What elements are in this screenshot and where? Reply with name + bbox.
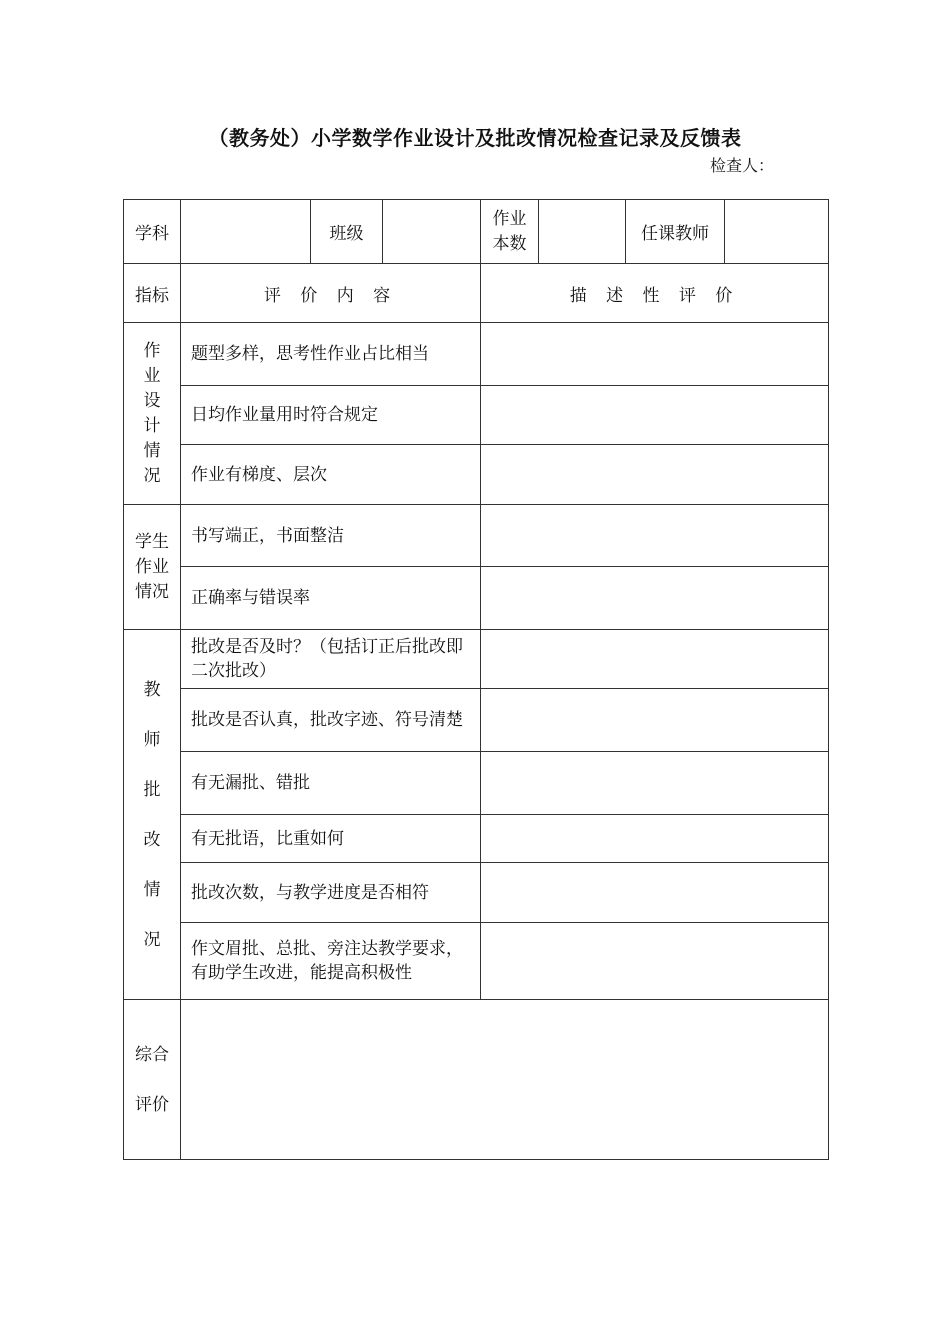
table-row: [124, 505, 829, 567]
evaluation-field[interactable]: [481, 923, 829, 1000]
criterion-text: 有无漏批、错批: [181, 752, 481, 815]
student-section-label: [124, 505, 181, 630]
description-header: 描 述 性 评 价: [481, 264, 829, 323]
design-label-char: 情: [143, 440, 161, 461]
table-row: [124, 752, 829, 815]
criterion-text: 正确率与错误率: [181, 567, 481, 630]
table-row: [124, 863, 829, 923]
criterion-text: 书写端正，书面整洁: [181, 505, 481, 567]
inspector-label: 检查人：: [709, 156, 774, 175]
evaluation-field[interactable]: [481, 505, 829, 567]
teacher-label-char: 批: [143, 779, 161, 800]
criterion-text: 作文眉批、总批、旁注达教学要求，有助学生改进，能提高积极性: [181, 923, 481, 1000]
evaluation-field[interactable]: [481, 567, 829, 630]
teacher-label-char: 教: [143, 679, 161, 700]
page-title: （教务处）小学数学作业设计及批改情况检查记录及反馈表: [208, 126, 742, 150]
homework-count-field[interactable]: [539, 200, 626, 264]
teacher-field[interactable]: [725, 200, 829, 264]
content-header: 评 价 内 容: [181, 264, 481, 323]
design-section-label: [124, 323, 181, 505]
table-row: [124, 630, 829, 689]
subject-label: 学科: [124, 200, 181, 264]
subject-field[interactable]: [181, 200, 311, 264]
criterion-text: 批改是否及时？（包括订正后批改即二次批改）: [181, 630, 481, 689]
summary-label-line: 综合: [135, 1044, 169, 1065]
table-row: [124, 689, 829, 752]
inspection-table: [123, 199, 829, 1160]
design-label-char: 业: [143, 365, 161, 386]
table-row: [124, 323, 829, 386]
teacher-label-char: 况: [143, 929, 161, 950]
evaluation-field[interactable]: [481, 386, 829, 445]
table-row: [124, 923, 829, 1000]
summary-row: [124, 1000, 829, 1160]
evaluation-field[interactable]: [481, 445, 829, 505]
criterion-text: 作业有梯度、层次: [181, 445, 481, 505]
student-label-line: 情况: [135, 581, 169, 602]
design-label-char: 计: [143, 415, 161, 436]
teacher-label: 任课教师: [626, 200, 725, 264]
indicator-header: 指标: [124, 264, 181, 323]
criterion-text: 题型多样，思考性作业占比相当: [181, 323, 481, 386]
summary-field[interactable]: [181, 1000, 829, 1160]
teacher-label-char: 师: [143, 729, 161, 750]
student-label-line: 学生: [135, 531, 169, 552]
evaluation-field[interactable]: [481, 752, 829, 815]
teacher-section-label: [124, 630, 181, 1000]
design-label-char: 况: [143, 465, 161, 486]
design-label-char: 作: [143, 340, 161, 361]
evaluation-field[interactable]: [481, 323, 829, 386]
evaluation-field[interactable]: [481, 815, 829, 863]
header-row: [124, 200, 829, 264]
teacher-label-char: 情: [143, 879, 161, 900]
summary-label-line: 评价: [135, 1094, 169, 1115]
design-label-char: 设: [143, 390, 161, 411]
table-row: [124, 567, 829, 630]
student-label-line: 作业: [135, 556, 169, 577]
class-field[interactable]: [383, 200, 481, 264]
homework-count-label: [481, 200, 539, 264]
criterion-text: 日均作业量用时符合规定: [181, 386, 481, 445]
evaluation-field[interactable]: [481, 630, 829, 689]
evaluation-field[interactable]: [481, 863, 829, 923]
column-header-row: [124, 264, 829, 323]
class-label: 班级: [311, 200, 383, 264]
criterion-text: 批改是否认真，批改字迹、符号清楚: [181, 689, 481, 752]
criterion-text: 有无批语，比重如何: [181, 815, 481, 863]
table-row: [124, 445, 829, 505]
homework-count-label-line1: 作业: [492, 208, 527, 229]
homework-count-label-line2: 本数: [492, 233, 527, 254]
evaluation-field[interactable]: [481, 689, 829, 752]
summary-label: [124, 1000, 181, 1160]
table-row: [124, 815, 829, 863]
table-row: [124, 386, 829, 445]
criterion-text: 批改次数，与教学进度是否相符: [181, 863, 481, 923]
teacher-label-char: 改: [143, 829, 161, 850]
